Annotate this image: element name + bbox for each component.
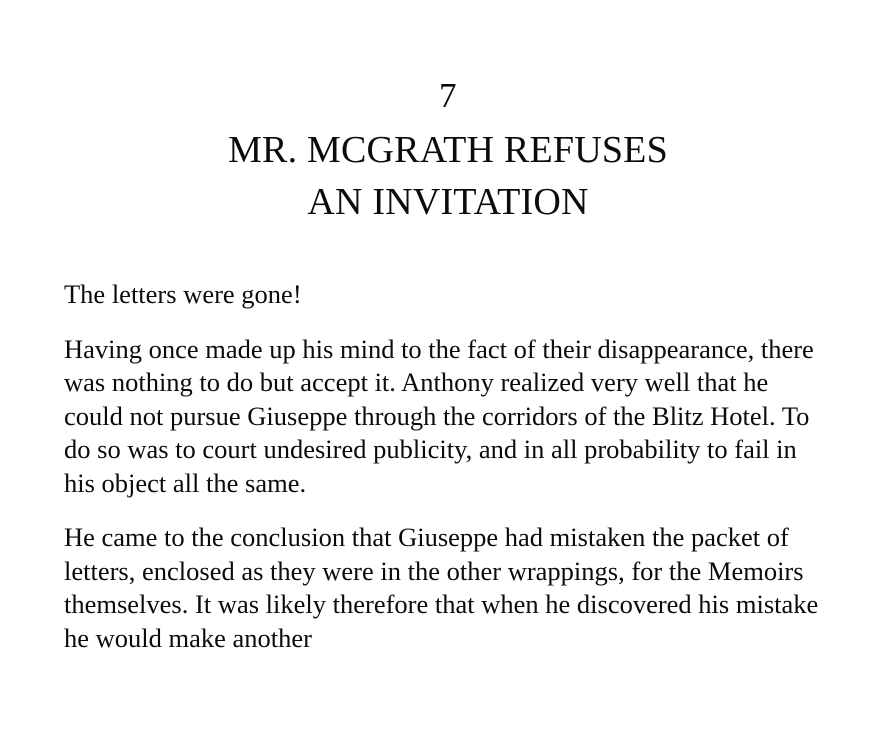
paragraph: Having once made up his mind to the fact of their disappearance, there was nothing to do but accept it. Anthony realized very well that he could not pursue Giuseppe through the corridors of the Blitz Hotel. To do so was to court undesired publicity, and in all probability to fail in his object all the same. bbox=[64, 333, 814, 498]
paragraph: The letters were gone! bbox=[64, 279, 302, 309]
body-text bbox=[0, 228, 896, 655]
chapter-number: 7 bbox=[439, 76, 457, 115]
chapter-title bbox=[0, 124, 896, 228]
paragraph: He came to the conclusion that Giuseppe had mistaken the packet of letters, enclosed as they were in the other wrappings, for the Memoirs themselves. It was likely therefore that when he discovered his mistake he would make another bbox=[64, 522, 819, 653]
chapter-heading bbox=[0, 0, 896, 228]
chapter-title-line-1: MR. MCGRATH REFUSES bbox=[228, 129, 668, 171]
chapter-title-line-2: AN INVITATION bbox=[307, 181, 589, 223]
